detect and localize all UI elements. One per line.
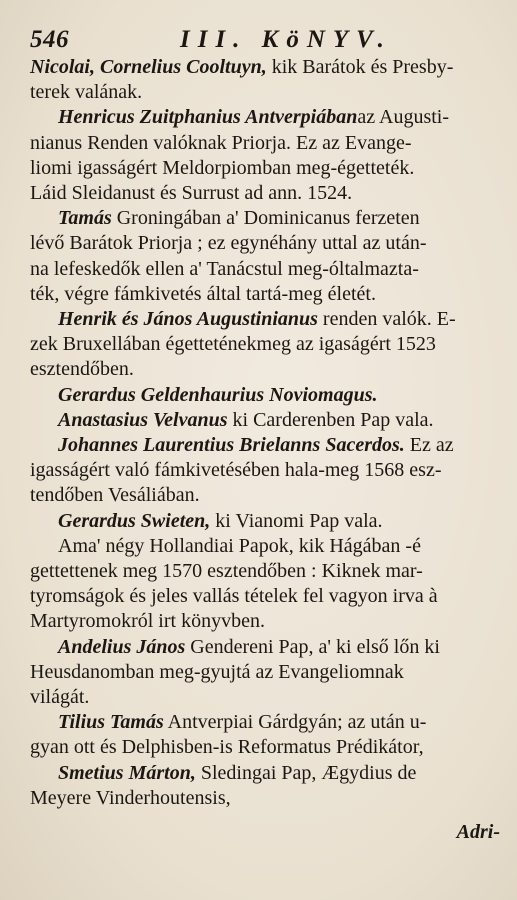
text-line [30,156,500,181]
catchword-line [30,820,500,845]
text-span: esztendőben. [30,358,134,381]
text-span: Ez az [404,434,454,457]
text-line [30,357,500,382]
text-line [30,80,500,105]
italic-name-span: Anastasius Velvanus [58,408,228,431]
italic-name-span: Tamás [58,207,112,230]
text-line [30,710,500,735]
page-number: 546 [30,26,69,53]
text-line [30,458,500,483]
italic-name-span: Johannes Laurentius Brielanns Sacerdos. [58,434,405,457]
text-line [30,433,500,458]
text-span: zek Bruxellában égetteténekmeg az igaságért 1523 [30,333,436,356]
italic-name-span: Henrik és János Augustinianus [58,308,318,331]
text-line [30,483,500,508]
text-span: tendőben Vesáliában. [30,484,200,507]
italic-name-span: Smetius Márton, [58,761,196,784]
text-line [30,786,500,811]
text-span: igasságért való fámkivetésében hala-meg 1568 esz- [30,459,442,482]
text-line [30,635,500,660]
text-span: Sledingai Pap, Ægydius de [195,761,417,784]
text-span: Meyere Vinderhoutensis, [30,786,231,809]
text-span: Martyromokról irt könyvben. [30,610,265,633]
italic-name-span: Andelius János [58,635,186,658]
italic-name-span: Nicolai, Cornelius Cooltuyn, [30,56,267,78]
text-span: Heusdanomban meg-gyujtá az Evangeliomnak [30,660,404,683]
text-span: kik Barátok és Presby- [266,56,454,78]
text-line [30,307,500,332]
text-span: Groningában a' Dominicanus ferzeten [111,207,420,230]
text-line [30,509,500,534]
text-line [30,735,500,760]
text-span: lévő Barátok Priorja ; ez egynéhány uttal az után- [30,232,427,255]
text-span: ki Carderenben Pap vala. [227,408,434,431]
text-line [30,609,500,634]
text-span: ki Vianomi Pap vala. [210,509,383,532]
text-line [30,206,500,231]
text-span: világát. [30,686,90,709]
text-line [30,231,500,256]
italic-name-span: Henricus Zuitphanius Antverpiában [58,106,358,129]
text-line [30,181,500,206]
text-span: renden valók. E- [317,308,456,331]
text-span: gettettenek meg 1570 esztendőben : Kiknek mar- [30,560,423,583]
text-span: tyromságok és jeles vallás tételek fel vagyon irva à [30,585,438,608]
body-text [30,55,500,811]
text-line [30,257,500,282]
text-span: terek valának. [30,81,143,104]
text-line [30,761,500,786]
text-line [30,408,500,433]
text-span: Gendereni Pap, a' ki első lőn ki [185,635,440,658]
text-span: liomi igasságért Meldorpiomban meg-égetteték. [30,156,415,179]
italic-name-span: Tilius Tamás [58,711,164,734]
catchword: Adri- [456,821,500,843]
text-span: na lefeskedők ellen a' Tanácstul meg-óltalmazta- [30,257,419,280]
text-line [30,55,500,80]
text-line [30,282,500,307]
text-line [30,105,500,130]
text-line [30,534,500,559]
text-span: nianus Renden valóknak Priorja. Ez az Evange- [30,131,412,154]
text-span: Ama' négy Hollandiai Papok, kik Hágában -é [58,534,421,557]
text-span: Antverpiai Gárdgyán; az után u- [163,711,427,734]
text-line [30,559,500,584]
italic-name-span: Gerardus Geldenhaurius Noviomagus. [58,383,378,406]
text-line [30,131,500,156]
italic-name-span: Gerardus Swieten, [58,509,211,532]
page-header [30,26,500,56]
text-span: az Augusti- [357,106,449,129]
text-span: Láid Sleidanust és Surrust ad ann. 1524. [30,182,353,205]
text-line [30,685,500,710]
text-line [30,584,500,609]
running-head: III. KöNYV. [180,26,392,53]
text-line [30,332,500,357]
text-line [30,660,500,685]
text-line [30,383,500,408]
text-span: ték, végre fámkivetés által tartá-meg életét. [30,282,376,305]
text-span: gyan ott és Delphisben-is Reformatus Prédikátor, [30,736,424,759]
